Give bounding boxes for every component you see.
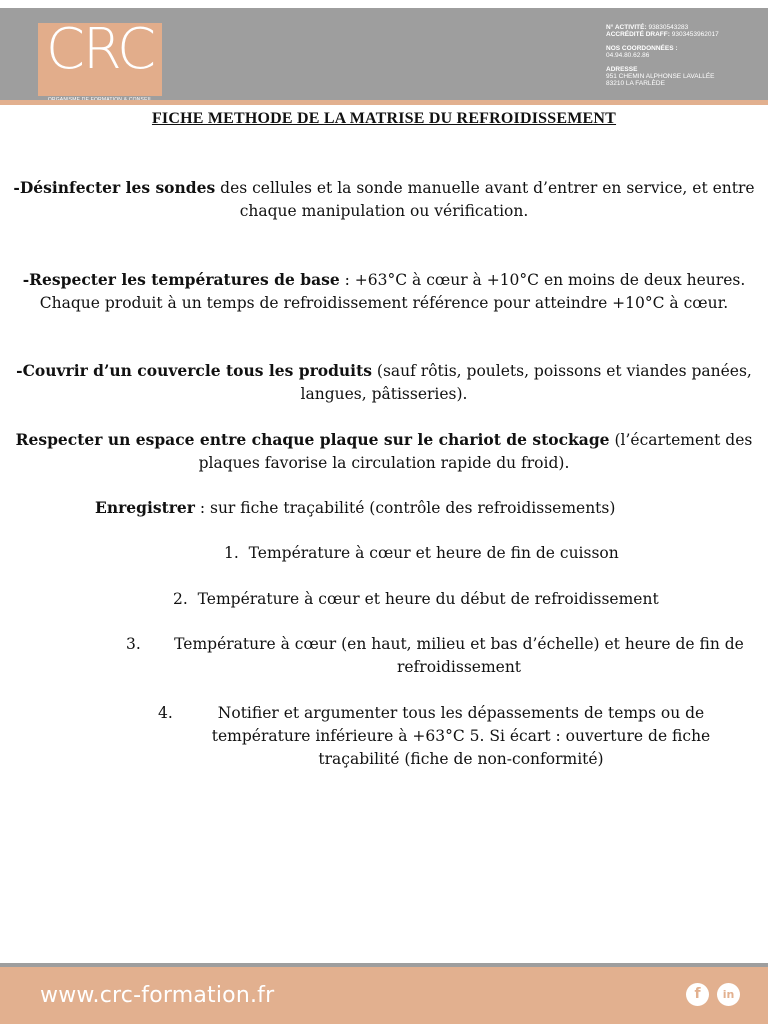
section-desinfecter	[0, 176, 768, 223]
espace-heading: Respecter un espace entre chaque plaque sur le chariot de stockage	[15, 430, 610, 449]
enregistrer-heading: Enregistrer	[95, 498, 195, 517]
list-item	[158, 702, 748, 771]
list-item-number: 4.	[158, 704, 173, 722]
address-line2: 83210 LA FARLÈDE	[606, 80, 665, 88]
list-item-number: 2.	[173, 590, 188, 608]
espace-text: (l’écartement des plaques favorise la circulation rapide du froid).	[198, 431, 753, 472]
footer-bar	[0, 967, 768, 1024]
address-line1: 951 CHEMIN ALPHONSE LAVALLÉE	[606, 73, 715, 81]
list-item-text: Notifier et argumenter tous les dépassements de temps ou de température inférieure à +63°C 5. Si écart : ouverture de fiche traçabilité (fiche de non-conformité)	[211, 704, 711, 768]
header-stripe	[0, 100, 768, 105]
desinfecter-heading: -Désinfecter les sondes	[13, 178, 216, 197]
section-couvrir	[0, 359, 768, 406]
header-info	[606, 24, 766, 88]
phone-number: 04.94.80.62.86	[606, 52, 650, 60]
section-enregistrer	[95, 496, 695, 520]
desinfecter-text: des cellules et la sonde manuelle avant d’entrer en service, et entre chaque manipulation ou vérification.	[215, 179, 755, 220]
header-bar	[0, 8, 768, 100]
activite-label: N° ACTIVITÉ:	[606, 24, 647, 31]
temperatures-heading: -Respecter les températures de base	[22, 270, 340, 289]
list-item-number: 1.	[224, 544, 239, 562]
website-link[interactable]: www.crc-formation.fr	[40, 983, 275, 1008]
draaf-label: ACCRÉDITÉ DRAFF:	[606, 31, 670, 39]
draaf-value: 9303453962017	[671, 31, 719, 39]
facebook-icon[interactable]: f	[686, 983, 709, 1006]
coordonnees-label: NOS COORDONNÉES :	[606, 44, 678, 52]
enregistrer-text: : sur fiche traçabilité (contrôle des refroidissements)	[194, 499, 616, 517]
logo-text: CRC	[45, 17, 155, 82]
list-item-text: Température à cœur et heure de fin de cuisson	[248, 544, 619, 562]
list-item-number: 3.	[126, 635, 141, 653]
section-temperatures	[0, 268, 768, 315]
crc-logo	[38, 17, 162, 96]
list-item	[126, 633, 766, 679]
activite-value: 93830543283	[648, 24, 689, 31]
list-item	[173, 588, 733, 611]
list-item-text: Température à cœur et heure du début de refroidissement	[197, 590, 659, 608]
list-item	[224, 542, 724, 565]
adresse-label: ADRESSE	[606, 65, 638, 73]
list-item-text: Température à cœur (en haut, milieu et bas d’échelle) et heure de fin de refroidissement	[174, 635, 744, 676]
page-title: FICHE METHODE DE LA MATRISE DU REFROIDISSEMENT	[151, 110, 617, 127]
linkedin-icon[interactable]: in	[717, 983, 740, 1006]
couvrir-text: (sauf rôtis, poulets, poissons et viandes panées, langues, pâtisseries).	[300, 362, 752, 403]
section-espace	[0, 428, 768, 475]
temperatures-text: : +63°C à cœur à +10°C en moins de deux heures. Chaque produit à un temps de refroidissement référence pour atteindre +10°C à cœur.	[39, 271, 746, 312]
couvrir-heading: -Couvrir d’un couvercle tous les produits	[16, 361, 372, 380]
